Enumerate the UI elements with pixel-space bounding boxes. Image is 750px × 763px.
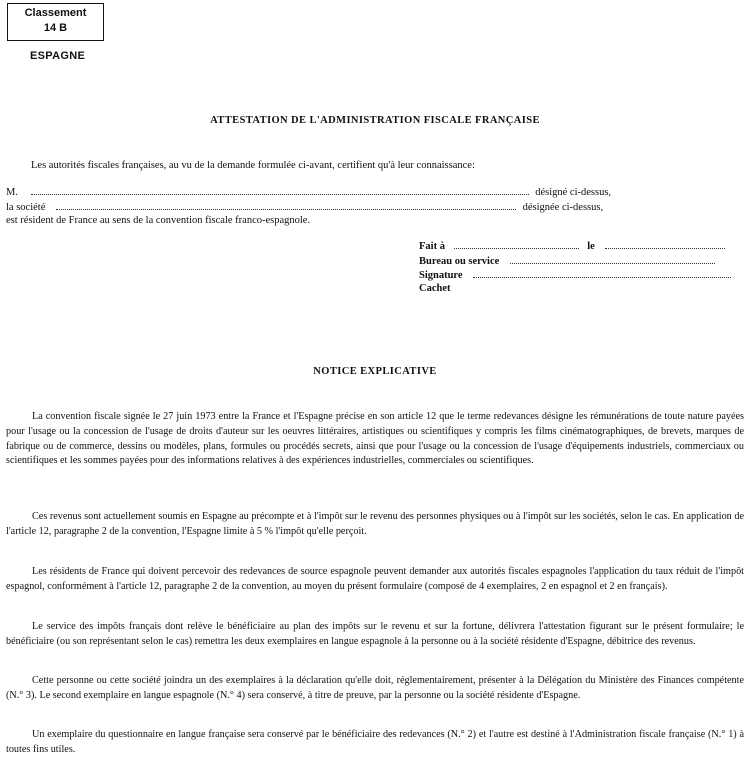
fait-row [419, 239, 725, 252]
company-name-field[interactable] [56, 200, 516, 210]
bureau-row [419, 254, 715, 267]
notice-paragraph-3: Les résidents de France qui doivent percevoir des redevances de source espagnole peuvent demander aux autorités fiscales espagnoles l'application du taux réduit de l'impôt espagnol, conformément à l'article 12, paragraphe 2 de la convention, au moyen du présent formulaire (composé de 4 exemplaires, 2 en espagnol et 2 en français). [6, 566, 744, 592]
m-suffix: désigné ci-dessus, [535, 187, 612, 198]
classement-box [7, 3, 104, 41]
notice-paragraph-4: Le service des impôts français dont relève le bénéficiaire au plan des impôts sur le revenu et sur la fortune, délivrera l'attestation figurant sur le présent formulaire; le bénéficiaire (ou son représentant selon le cas) remettra les deux exemplaires en langue espagnole à la personne ou à la société résidente d'Espagne, débitrice des revenus. [6, 621, 744, 647]
classement-label: Classement [24, 7, 87, 19]
fait-label: Fait à [419, 241, 445, 252]
date-field[interactable] [605, 239, 725, 249]
bureau-label: Bureau ou service [419, 256, 500, 267]
resident-line: est résident de France au sens de la convention fiscale franco-espagnole. [6, 215, 311, 226]
signature-row [419, 268, 731, 281]
notice-paragraph-1: La convention fiscale signée le 27 juin 1973 entre la France et l'Espagne précise en son article 12 que le terme redevances désigne les rémunérations de toute nature payées pour l'usage ou la concession de l'usage de droits d'auteur sur les oeuvres littéraires, artistiques ou scientifiques y compris les films cinématographiques, de brevets, marques de fabrique ou de commerce, dessins ou modèles, plans, formules ou procédés secrets, ainsi que pour l'usage ou la concession de l'usage d'équipements industriels, commerciaux ou scientifiques et les sommes payées pour des informations relatives à des expériences industrielles, commerciales ou scientifiques. [6, 411, 744, 467]
fait-field[interactable] [454, 239, 579, 249]
signature-field[interactable] [473, 268, 731, 278]
company-name-row [6, 200, 603, 213]
le-label: le [587, 241, 595, 252]
m-label: M. [6, 187, 18, 198]
beneficiary-name-field[interactable] [31, 185, 529, 195]
beneficiary-name-row [6, 185, 611, 198]
notice-title: NOTICE EXPLICATIVE [313, 366, 437, 377]
cachet-label: Cachet [419, 283, 451, 294]
notice-paragraph-5: Cette personne ou cette société joindra un des exemplaires à la déclaration qu'elle doit, réglementairement, présenter à la Délégation du Ministère des Finances compétente (N.° 3). Le second exemplaire en langue espagnole (N.° 4) sera conservé, à titre de preuve, par la personne ou la société résidente d'Espagne. [6, 675, 744, 701]
attestation-intro: Les autorités fiscales françaises, au vu de la demande formulée ci-avant, certifient qu'à leur connaissance: [31, 160, 475, 171]
societe-label: la société [6, 202, 46, 213]
notice-paragraph-6: Un exemplaire du questionnaire en langue française sera conservé par le bénéficiaire des redevances (N.° 2) et l'autre est destiné à l'Administration fiscale française (N.° 1) à toutes fins utiles. [6, 729, 744, 755]
notice-paragraph-2: Ces revenus sont actuellement soumis en Espagne au précompte et à l'impôt sur le revenu des personnes physiques ou à l'impôt sur les sociétés, selon le cas. En application de l'article 12, paragraphe 2 de la convention, l'Espagne limite à 5 % l'impôt qu'elle perçoit. [6, 511, 744, 537]
societe-suffix: désignée ci-dessus, [522, 202, 604, 213]
bureau-field[interactable] [510, 254, 715, 264]
classement-code: 14 B [43, 22, 68, 34]
signature-label: Signature [419, 270, 463, 281]
country-heading: ESPAGNE [30, 50, 86, 62]
attestation-title: ATTESTATION DE L'ADMINISTRATION FISCALE FRANÇAISE [210, 115, 540, 126]
